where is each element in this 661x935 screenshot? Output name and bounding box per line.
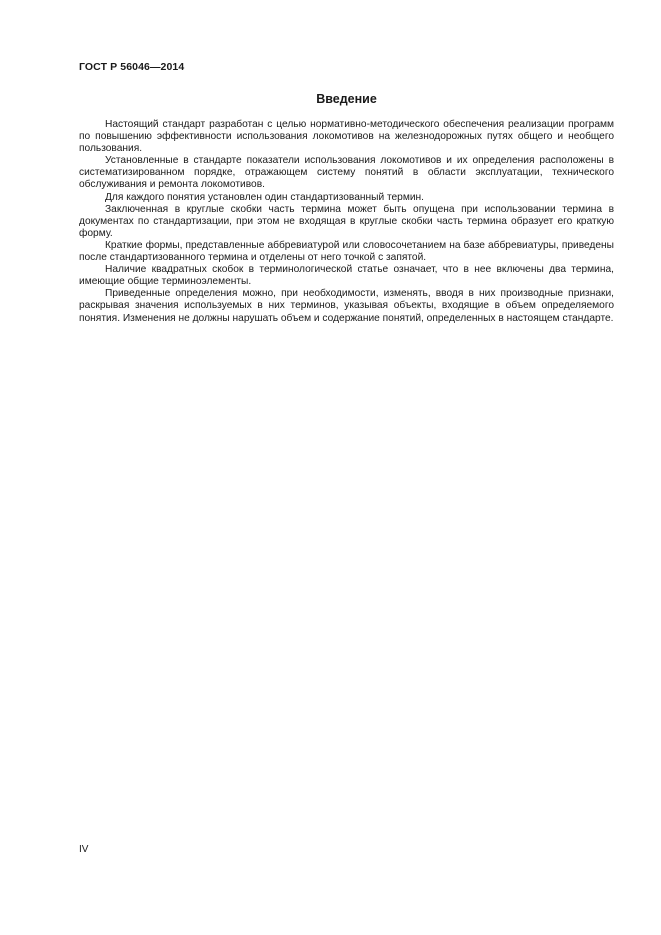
page-number: IV: [79, 844, 89, 855]
paragraph: Приведенные определения можно, при необходимости, изменять, вводя в них производные признаки, раскрывая значения используемых в них терминов, указывая объекты, входящие в объем определяемого понятия. Изменения не должны нарушать объем и содержание понятий, определенных в настоящем стандарте.: [79, 288, 614, 324]
paragraph: Настоящий стандарт разработан с целью нормативно-методического обеспечения реализации программ по повышению эффективности использования локомотивов на железнодорожных путях общего и необщего пользования.: [79, 119, 614, 155]
section-title: Введение: [316, 92, 377, 106]
paragraph: Установленные в стандарте показатели использования локомотивов и их определения расположены в систематизированном порядке, отражающем систему понятий в области эксплуатации, технического обслуживания и ремонта локомотивов.: [79, 155, 614, 191]
introduction-body: [79, 119, 614, 325]
paragraph: Заключенная в круглые скобки часть термина может быть опущена при использовании термина в документах по стандартизации, при этом не входящая в круглые скобки часть термина образует его краткую форму.: [79, 203, 614, 239]
document-header: ГОСТ Р 56046—2014: [79, 61, 185, 73]
paragraph: Для каждого понятия установлен один стандартизованный термин.: [105, 191, 424, 203]
paragraph: Краткие формы, представленные аббревиатурой или словосочетанием на базе аббревиатуры, приведены после стандартизованного термина и отделены от него точкой с запятой.: [79, 239, 614, 264]
paragraph: Наличие квадратных скобок в терминологической статье означает, что в нее включены два термина, имеющие общие терминоэлементы.: [79, 264, 614, 288]
